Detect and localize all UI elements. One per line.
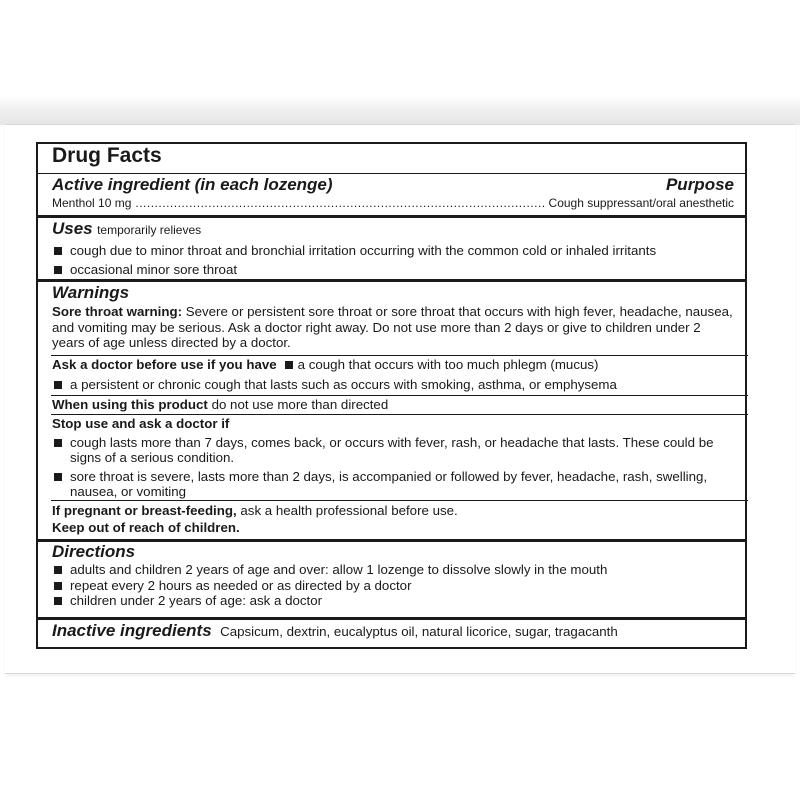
inactive-heading: Inactive ingredients <box>52 621 212 640</box>
sore-throat-text: Severe or persistent sore throat or sore throat that occurs with high fever, headache, nausea, and vomiting may be serious. Ask a doctor right away. Do not use more than 2 days or give to children under 2 years of age unless directed by a doctor. <box>52 304 733 350</box>
stop-use-label: Stop use and ask a doctor if <box>52 416 230 431</box>
ask-doctor-item: a cough that occurs with too much phlegm (mucus) <box>297 357 599 372</box>
section-rule-uses <box>37 215 746 218</box>
pregnant-text: ask a health professional before use. <box>240 503 458 518</box>
when-using-section <box>52 397 734 413</box>
stop-use-section <box>52 416 734 500</box>
title-rule <box>37 173 746 174</box>
when-using-label: When using this product <box>52 397 208 412</box>
warnings-section <box>52 283 734 351</box>
when-using-text: do not use more than directed <box>211 397 389 412</box>
stop-use-item: sore throat is severe, lasts more than 2 days, is accompanied or followed by fever, headache, rash, swelling, nausea, or vomiting <box>52 469 734 500</box>
bullet-icon <box>54 439 62 447</box>
title-section <box>52 144 734 168</box>
uses-item: cough due to minor throat and bronchial irritation occurring with the common cold or inhaled irritants <box>52 243 734 259</box>
drug-facts-title: Drug Facts <box>52 144 162 167</box>
warnings-heading: Warnings <box>52 283 130 302</box>
pregnant-label: If pregnant or breast-feeding, <box>52 503 237 518</box>
warnings-divider <box>51 414 748 415</box>
bullet-icon <box>54 381 62 389</box>
section-rule-warnings <box>37 279 746 282</box>
bullet-icon <box>54 473 62 481</box>
leader-dots <box>135 196 544 212</box>
bullet-icon <box>54 247 62 255</box>
ingredient-name: Menthol 10 mg <box>52 196 132 210</box>
bullet-icon <box>54 266 62 274</box>
package-top-edge <box>0 0 800 125</box>
bullet-icon <box>54 597 62 605</box>
directions-item: adults and children 2 years of age and over: allow 1 lozenge to dissolve slowly in the mouth <box>52 562 734 578</box>
bullet-icon <box>285 361 293 369</box>
inactive-text: Capsicum, dextrin, eucalyptus oil, natural licorice, sugar, tragacanth <box>220 624 618 639</box>
purpose-heading: Purpose <box>665 175 734 194</box>
active-ingredient-heading: Active ingredient (in each lozenge) <box>52 175 333 194</box>
ask-doctor-section <box>52 357 734 392</box>
uses-section <box>52 219 734 277</box>
keep-out-text: Keep out of reach of children. <box>52 519 240 535</box>
directions-item: repeat every 2 hours as needed or as directed by a doctor <box>52 578 734 594</box>
ingredient-purpose: Cough suppressant/oral anesthetic <box>548 196 734 210</box>
stop-use-item: cough lasts more than 7 days, comes back, or occurs with fever, rash, or headache that lasts. These could be signs of a serious condition. <box>52 435 734 466</box>
pregnant-section <box>52 503 734 535</box>
uses-intro: temporarily relieves <box>97 223 202 237</box>
bullet-icon <box>54 566 62 574</box>
warnings-divider <box>51 395 748 396</box>
active-ingredient-section <box>52 175 734 212</box>
warnings-divider <box>51 355 748 356</box>
directions-section <box>52 542 734 609</box>
uses-heading: Uses <box>52 219 93 238</box>
section-rule-inactive <box>37 617 746 620</box>
inactive-section <box>52 621 734 641</box>
directions-item: children under 2 years of age: ask a doctor <box>52 593 734 609</box>
uses-item: occasional minor sore throat <box>52 262 734 278</box>
directions-heading: Directions <box>52 542 136 561</box>
ask-doctor-item: a persistent or chronic cough that lasts such as occurs with smoking, asthma, or emphysema <box>52 377 734 393</box>
bullet-icon <box>54 582 62 590</box>
sore-throat-label: Sore throat warning: <box>52 304 183 319</box>
warnings-divider <box>51 500 748 501</box>
ask-doctor-label: Ask a doctor before use if you have <box>52 357 277 372</box>
